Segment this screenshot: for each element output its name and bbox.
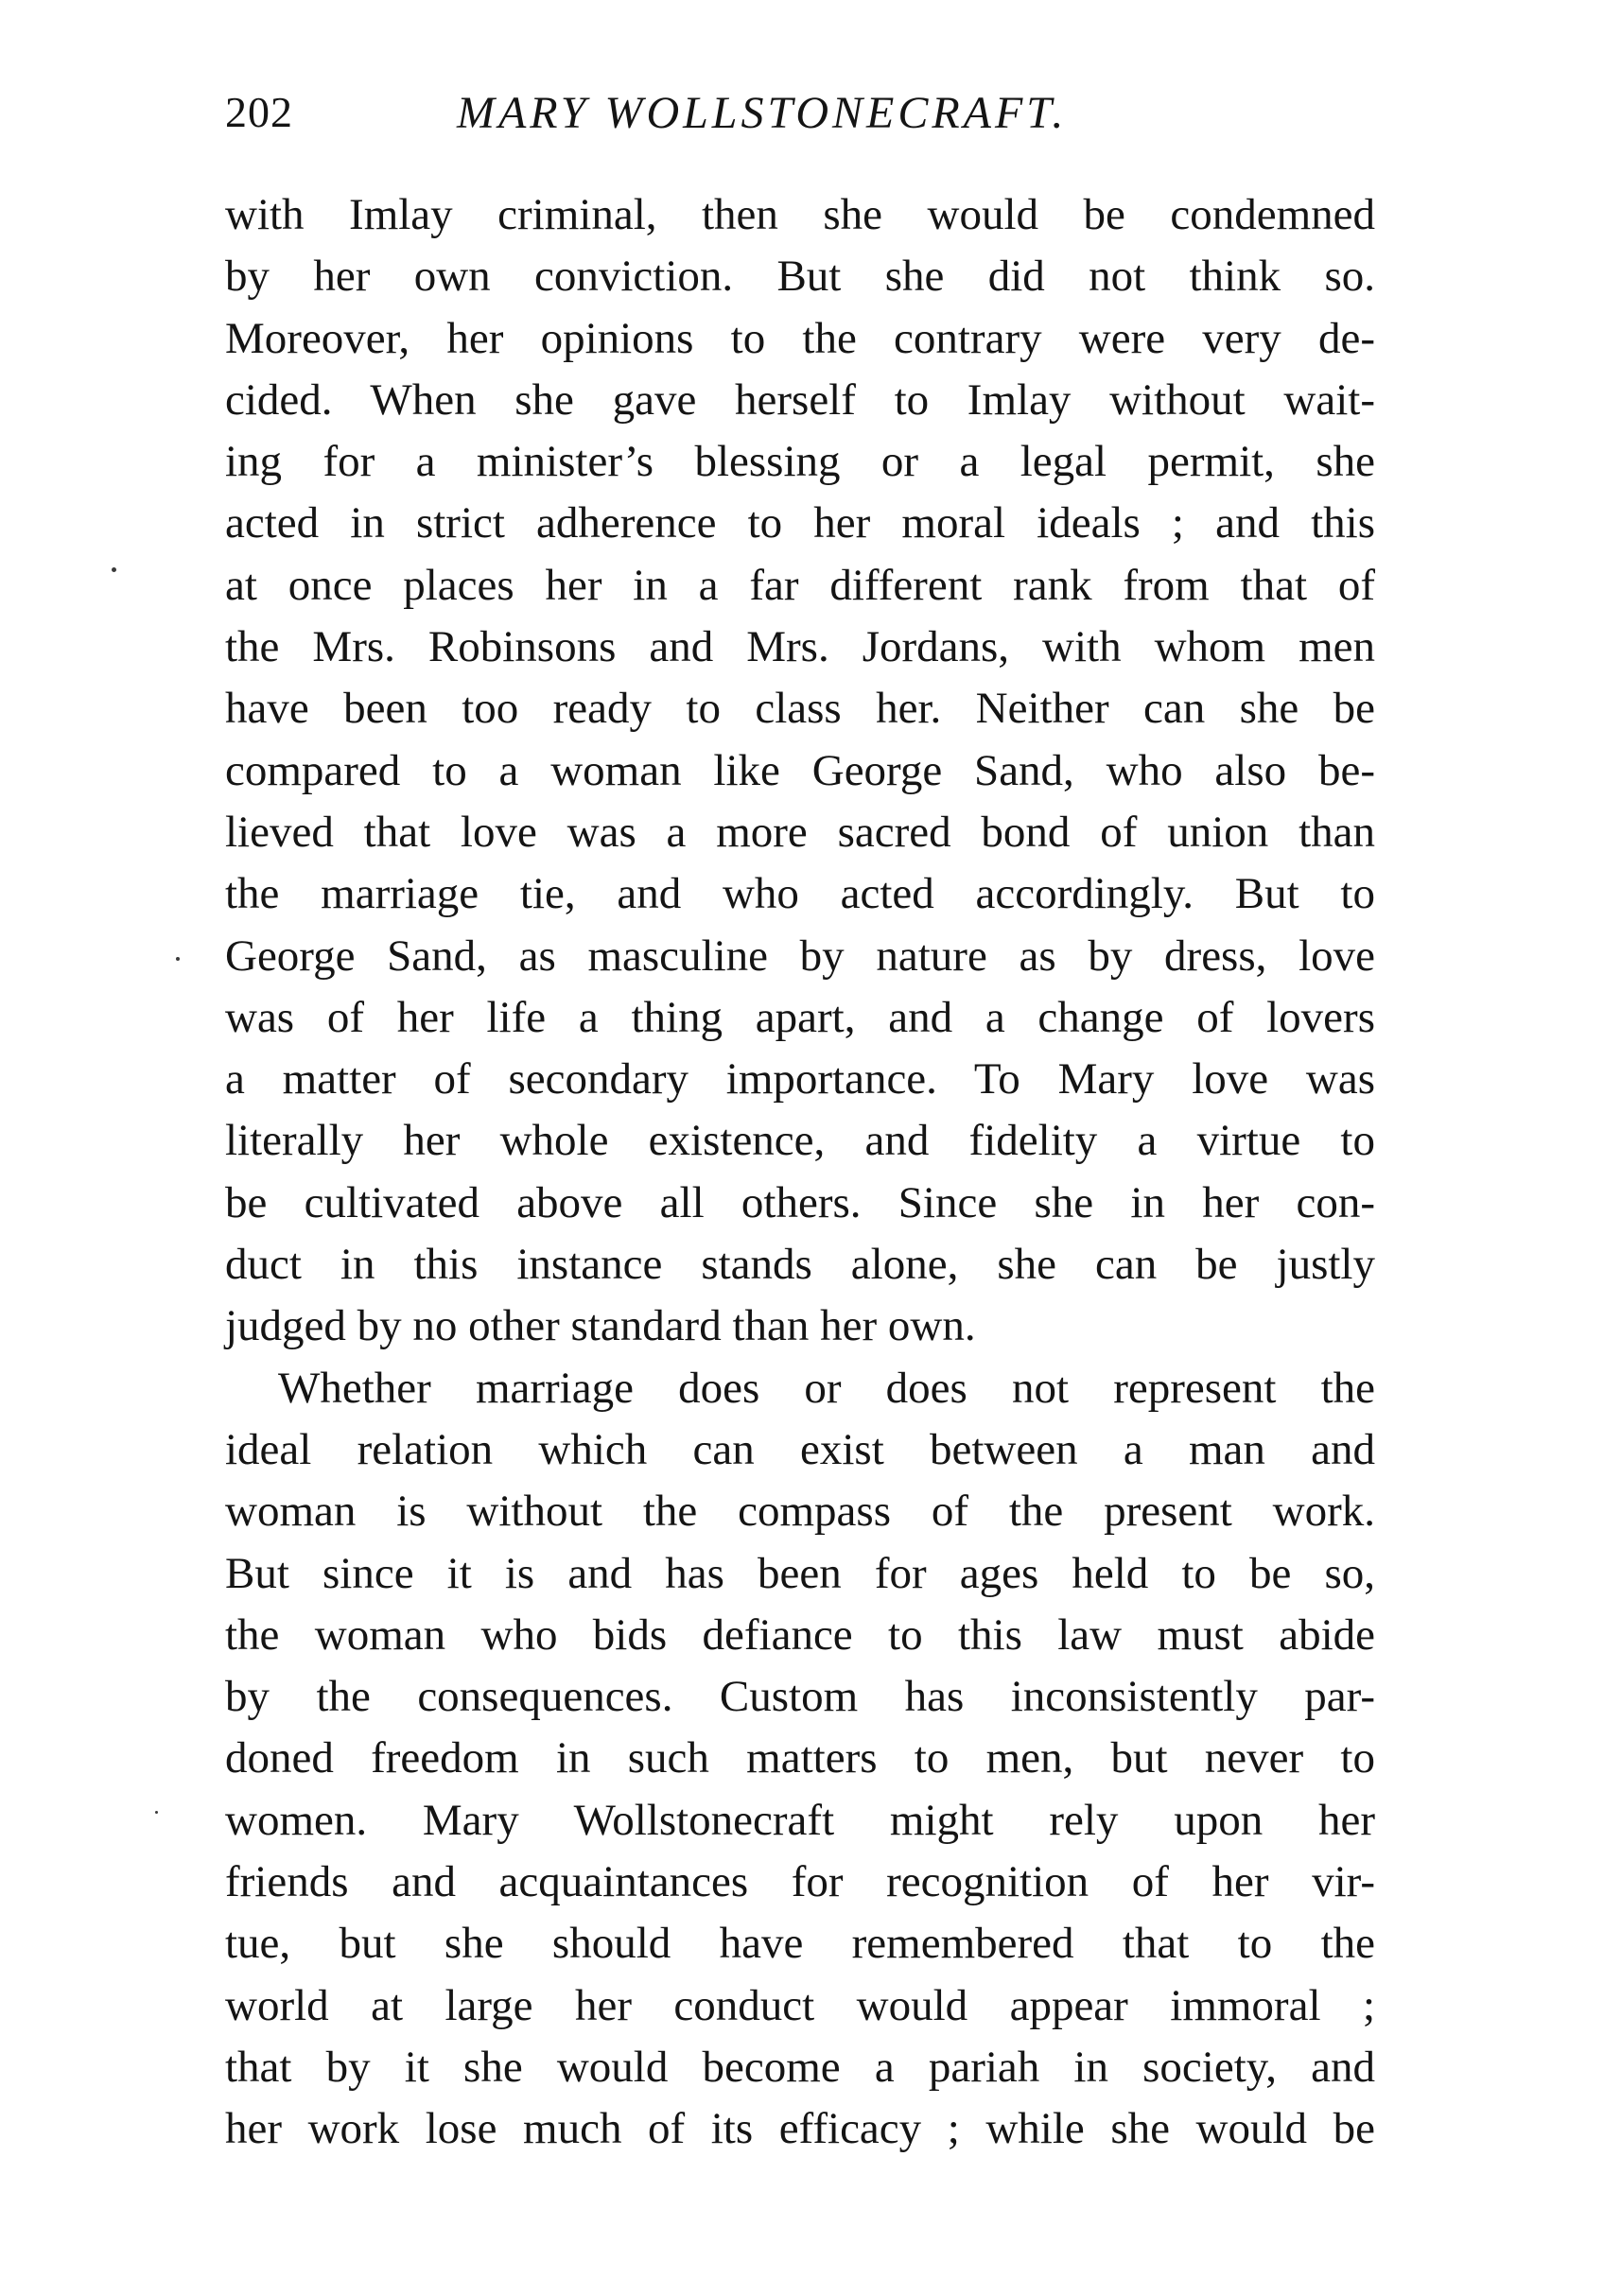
text-line: judged by no other standard than her own. (225, 1301, 976, 1351)
text-line: doned freedom in such matters to men, but never to (225, 1733, 1375, 1783)
text-line: at once places her in a far different rank from that of (225, 560, 1375, 610)
text-line: lieved that love was a more sacred bond of union than (225, 807, 1375, 857)
text-line: with Imlay criminal, then she would be condemned (225, 190, 1375, 239)
text-line: ideal relation which can exist between a man and (225, 1424, 1375, 1474)
text-line: George Sand, as masculine by nature as by dress, love (225, 931, 1375, 981)
text-line: a matter of secondary importance. To Mary love was (225, 1054, 1375, 1105)
page-number: 202 (225, 88, 293, 136)
scan-speck (155, 1811, 158, 1814)
paragraph-2 (225, 1358, 1375, 2161)
text-line: women. Mary Wollstonecraft might rely upon her (225, 1795, 1375, 1845)
text-line: literally her whole existence, and fidelity a virtue to (225, 1116, 1375, 1166)
text-line: ing for a minister’s blessing or a legal permit, she (225, 437, 1375, 487)
text-line: was of her life a thing apart, and a change of lovers (225, 992, 1375, 1042)
scan-speck (176, 957, 180, 961)
scan-speck (112, 567, 116, 572)
text-line: her work lose much of its efficacy ; while she would be (225, 2104, 1375, 2154)
paragraph-1 (225, 184, 1375, 1358)
text-line: have been too ready to class her. Neither can she be (225, 684, 1375, 734)
text-line: Whether marriage does or does not represent the (278, 1363, 1375, 1413)
text-line: friends and acquaintances for recognition of her vir- (225, 1857, 1375, 1907)
text-line: by the consequences. Custom has inconsistently par- (225, 1672, 1375, 1722)
running-title: MARY WOLLSTONECRAFT. (457, 88, 1068, 138)
text-line: compared to a woman like George Sand, who also be- (225, 745, 1375, 795)
text-line: acted in strict adherence to her moral ideals ; and this (225, 498, 1375, 548)
text-line: tue, but she should have remembered that to the (225, 1919, 1375, 1969)
text-line: woman is without the compass of the present work. (225, 1487, 1375, 1537)
running-head (225, 87, 1398, 153)
text-line: But since it is and has been for ages held to be so, (225, 1548, 1375, 1598)
text-line: the woman who bids defiance to this law must abide (225, 1609, 1375, 1660)
text-line: the marriage tie, and who acted accordingly. But to (225, 869, 1375, 919)
text-line: be cultivated above all others. Since she in her con- (225, 1177, 1375, 1227)
body-text (225, 184, 1375, 2161)
text-line: that by it she would become a pariah in society, and (225, 2042, 1375, 2092)
text-line: by her own conviction. But she did not think so. (225, 252, 1375, 302)
text-line: duct in this instance stands alone, she can be justly (225, 1240, 1375, 1290)
text-line: cided. When she gave herself to Imlay without wait- (225, 374, 1375, 425)
text-line: Moreover, her opinions to the contrary were very de- (225, 313, 1375, 363)
text-line: the Mrs. Robinsons and Mrs. Jordans, with whom men (225, 622, 1375, 672)
text-line: world at large her conduct would appear immoral ; (225, 1980, 1375, 2030)
